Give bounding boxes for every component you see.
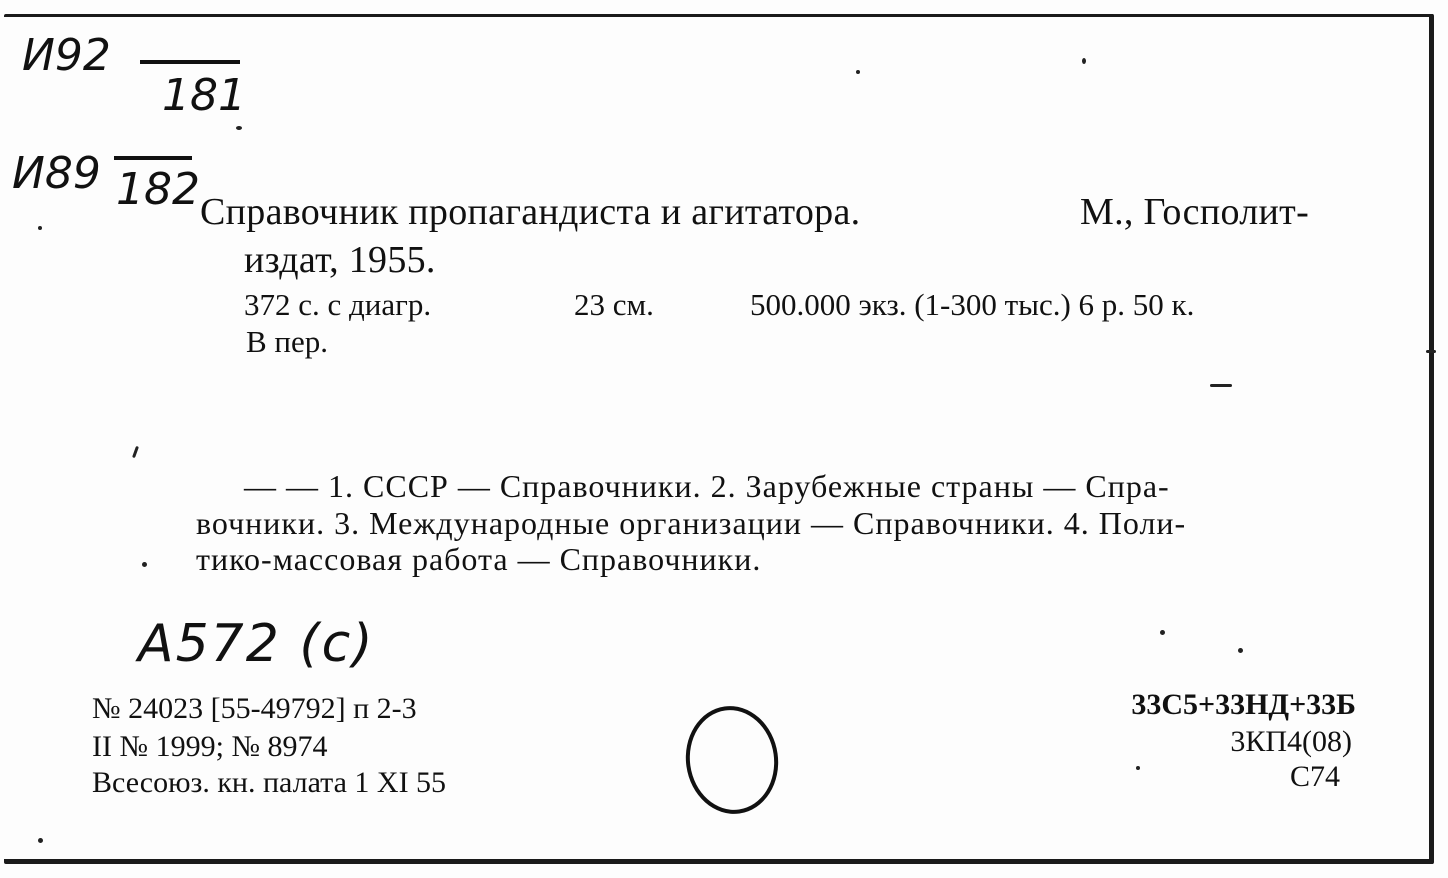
speck — [1238, 648, 1243, 653]
entry-binding: В пер. — [246, 324, 329, 359]
footer-right-line-1: 33С5+33НД+33Б — [1131, 688, 1356, 721]
handwritten-code: А572 (с) — [138, 614, 375, 674]
entry-copies: 500.000 экз. (1-300 тыс.) 6 р. 50 к. — [750, 287, 1195, 322]
footer-left-line-2: II № 1999; № 8974 — [92, 730, 328, 763]
shelfmark-2-number: 182 — [116, 164, 200, 215]
speck — [1136, 766, 1140, 770]
speck — [856, 70, 860, 74]
subjects-line-3: тико-массовая работа — Справочники. — [196, 541, 762, 577]
footer-right-line-2: 3КП4(08) — [1230, 725, 1352, 758]
speck — [1160, 630, 1165, 635]
subjects-line-1: — — 1. СССР — Справочники. 2. Зарубежные страны — Спра- — [244, 468, 1170, 504]
speck — [1426, 350, 1436, 353]
speck — [38, 226, 42, 230]
footer-left-line-3: Всесоюз. кн. палата 1 XI 55 — [92, 766, 447, 799]
subjects-line-2: вочники. 3. Международные организации — Справочники. 4. Поли- — [196, 505, 1187, 541]
shelfmark-1-prefix: И92 — [22, 30, 111, 81]
speck — [142, 562, 147, 567]
shelfmark-1-bar — [140, 60, 240, 64]
speck — [38, 838, 43, 843]
entry-title: Справочник пропагандиста и агитатора. — [200, 191, 861, 233]
shelfmark-1-number: 181 — [162, 70, 246, 121]
speck — [1210, 384, 1232, 387]
entry-publisher-end: издат, 1955. — [244, 239, 436, 281]
speck — [236, 126, 242, 130]
entry-pages: 372 с. с диагр. — [244, 287, 432, 322]
entry-size: 23 см. — [574, 287, 654, 322]
footer-left-line-1: № 24023 [55-49792] п 2-3 — [92, 692, 417, 725]
shelfmark-2-prefix: И89 — [12, 148, 101, 199]
footer-right-line-3: С74 — [1289, 760, 1340, 793]
speck — [1082, 58, 1086, 64]
entry-publisher-start: М., Госполит- — [1080, 191, 1310, 233]
shelfmark-2-bar — [114, 156, 192, 160]
